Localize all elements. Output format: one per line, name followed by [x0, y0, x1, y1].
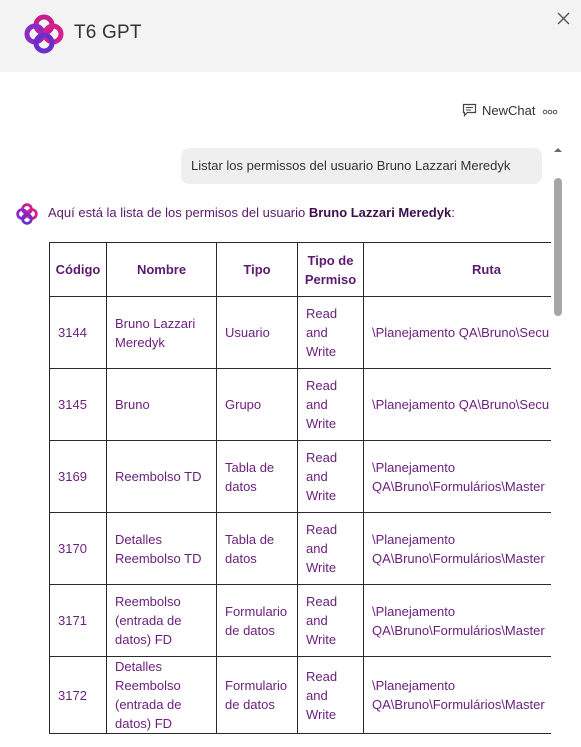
cell-codigo: 3169: [50, 441, 107, 513]
cell-tipo-permiso: Read and Write: [298, 657, 364, 734]
cell-tipo: Tabla de datos: [217, 441, 298, 513]
permissions-table: [49, 242, 551, 734]
more-options-icon[interactable]: [542, 104, 558, 116]
cell-tipo-permiso: Read and Write: [298, 585, 364, 657]
cell-tipo: Formulario de datos: [217, 657, 298, 734]
cell-tipo-permiso: Read and Write: [298, 441, 364, 513]
close-icon[interactable]: [553, 8, 575, 30]
bot-avatar-icon: [16, 203, 38, 225]
cell-codigo: 3171: [50, 585, 107, 657]
cell-tipo: Usuario: [217, 297, 298, 369]
table-row: [50, 297, 552, 369]
cell-nombre: Detalles Reembolso TD: [107, 513, 217, 585]
column-header-tipo-permiso: Tipo de Permiso: [298, 243, 364, 297]
column-header-tipo: Tipo: [217, 243, 298, 297]
cell-tipo: Formulario de datos: [217, 585, 298, 657]
scroll-up-arrow-icon[interactable]: [553, 146, 563, 154]
table-row: [50, 441, 552, 513]
cell-tipo: Tabla de datos: [217, 513, 298, 585]
table-row: [50, 657, 552, 734]
cell-ruta: \Planejamento QA\Bruno\Formulários\Master: [364, 513, 552, 585]
table-row: [50, 513, 552, 585]
table-header-row: [50, 243, 552, 297]
cell-ruta: \Planejamento QA\Bruno\Secu: [364, 297, 552, 369]
bot-message-intro: [48, 205, 455, 220]
column-header-nombre: Nombre: [107, 243, 217, 297]
chat-scrollbar-thumb[interactable]: [554, 178, 562, 316]
cell-tipo-permiso: Read and Write: [298, 513, 364, 585]
cell-ruta: \Planejamento QA\Bruno\Formulários\Master: [364, 657, 552, 734]
user-message: Listar los permissos del usuario Bruno Lazzari Meredyk: [181, 148, 542, 184]
bot-intro-username: Bruno Lazzari Meredyk: [308, 205, 452, 220]
column-header-codigo: Código: [50, 243, 107, 297]
cell-nombre: Reembolso TD: [107, 441, 217, 513]
chat-bubble-icon: [462, 103, 477, 117]
chat-area: [0, 72, 581, 747]
app-title: T6 GPT: [74, 22, 142, 43]
cell-tipo: Grupo: [217, 369, 298, 441]
bot-intro-prefix: Aquí está la lista de los permisos del usuario: [48, 205, 309, 220]
cell-ruta: \Planejamento QA\Bruno\Secu: [364, 369, 552, 441]
permissions-table-container[interactable]: [49, 242, 551, 747]
cell-codigo: 3170: [50, 513, 107, 585]
cell-nombre: Bruno: [107, 369, 217, 441]
bot-intro-suffix: :: [451, 205, 455, 220]
new-chat-button[interactable]: [462, 100, 535, 120]
table-row: [50, 585, 552, 657]
cell-codigo: 3145: [50, 369, 107, 441]
cell-nombre: Reembolso (entrada de datos) FD: [107, 585, 217, 657]
cell-nombre: Detalles Reembolso (entrada de datos) FD: [107, 657, 217, 734]
cell-ruta: \Planejamento QA\Bruno\Formulários\Master: [364, 585, 552, 657]
table-row: [50, 369, 552, 441]
cell-codigo: 3172: [50, 657, 107, 734]
cell-codigo: 3144: [50, 297, 107, 369]
cell-ruta: \Planejamento QA\Bruno\Formulários\Master: [364, 441, 552, 513]
column-header-ruta: Ruta: [364, 243, 552, 297]
cell-tipo-permiso: Read and Write: [298, 297, 364, 369]
cell-tipo-permiso: Read and Write: [298, 369, 364, 441]
new-chat-label: NewChat: [482, 102, 536, 118]
app-header: [0, 0, 581, 72]
cell-nombre: Bruno Lazzari Meredyk: [107, 297, 217, 369]
t6-logo-icon: [24, 14, 64, 54]
